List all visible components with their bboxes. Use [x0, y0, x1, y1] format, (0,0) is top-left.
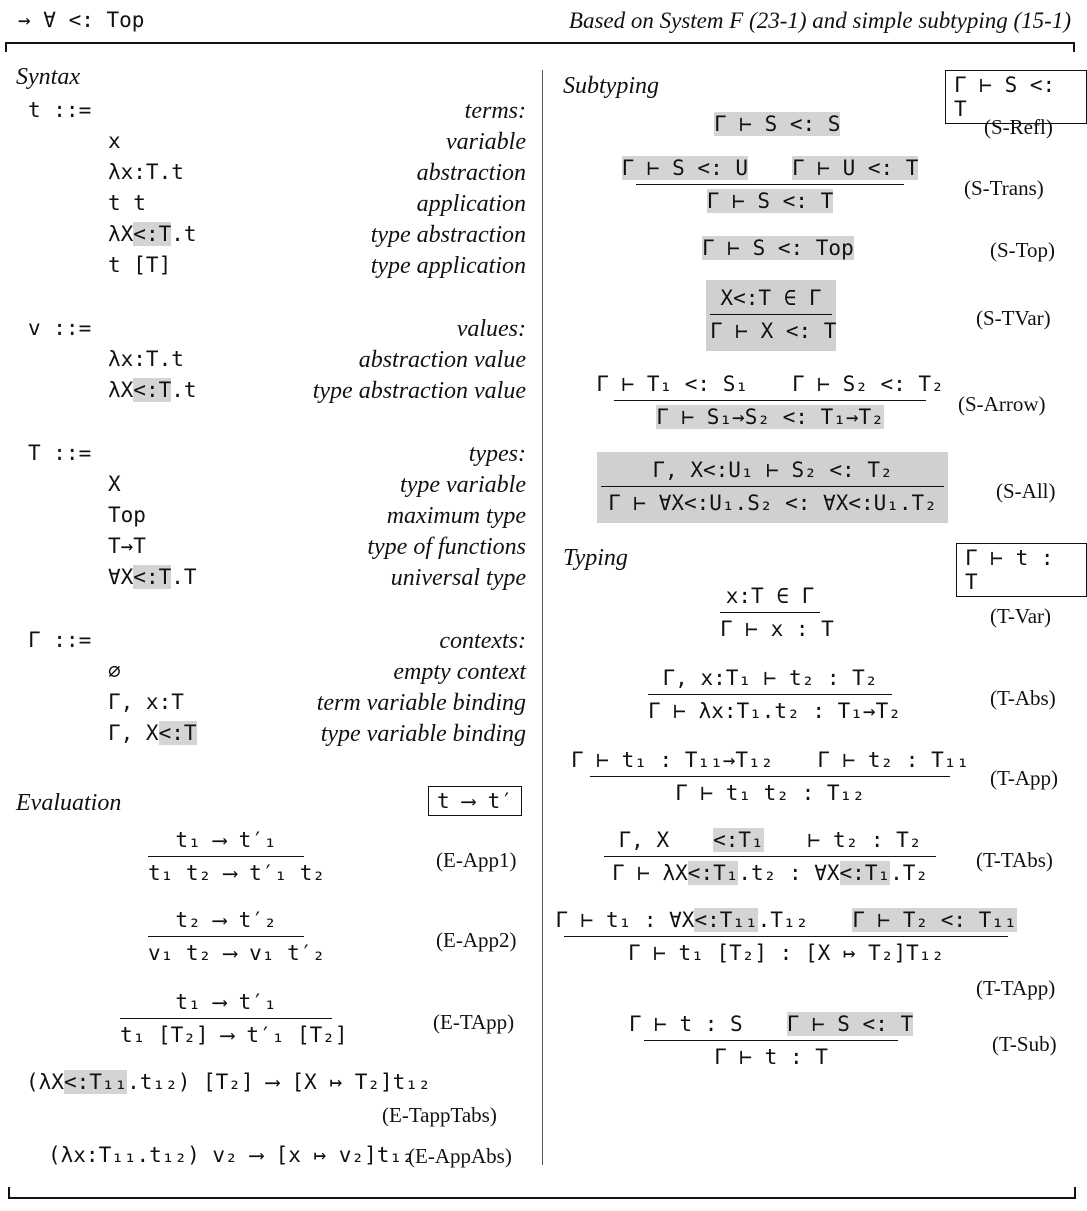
term-pre: ∀X — [108, 565, 134, 589]
rule-name: (S-Top) — [990, 238, 1056, 262]
inference-bar — [710, 314, 832, 315]
frame-top-right-tick — [1073, 42, 1075, 52]
column-divider — [542, 70, 543, 1165]
term-desc: type variable — [400, 472, 526, 498]
term: t t — [108, 191, 146, 215]
rule-name: (T-Abs) — [990, 686, 1056, 710]
conclusion: t₁ [T₂] ⟶ t′₁ [T₂] — [120, 1023, 348, 1047]
syntax-row — [18, 565, 526, 595]
frame-bottom-right-tick — [1074, 1187, 1076, 1197]
frame-top-left-tick — [5, 42, 7, 52]
syntax-terms-header — [18, 98, 526, 128]
rule-s-tvar — [706, 280, 836, 351]
term-desc: maximum type — [386, 503, 526, 529]
rule-name: (E-TApp) — [433, 1010, 515, 1034]
term-post: .t — [171, 378, 197, 402]
syntax-row — [18, 472, 526, 502]
frame-top-rule — [5, 42, 1075, 44]
syntax-values-header — [18, 316, 526, 346]
premise: t₂ ⟶ t′₂ — [175, 908, 277, 932]
rule-e-appabs: (λx:T₁₁.t₁₂) v₂ ⟶ [x ↦ v₂]t₁₂ — [48, 1143, 415, 1167]
term-pre: λX — [108, 222, 134, 246]
rule-t-tabs — [604, 828, 936, 885]
term-desc: term variable binding — [316, 690, 526, 716]
rule-name: (T-Sub) — [992, 1032, 1057, 1056]
term-highlight: <:T — [158, 721, 197, 745]
inference-bar — [148, 936, 304, 937]
term — [108, 222, 197, 246]
premise: t₁ ⟶ t′₁ — [175, 828, 277, 852]
syntax-row — [18, 534, 526, 564]
rule-name: (T-App) — [990, 766, 1059, 790]
rule-t-sub — [628, 1012, 914, 1069]
conclusion: Γ ⊢ ∀X<:U₁.S₂ <: ∀X<:U₁.T₂ — [608, 491, 937, 515]
rule-t-app — [571, 748, 970, 805]
values-symbol: v ::= — [28, 316, 92, 340]
term: x — [108, 129, 121, 153]
contexts-symbol: Γ ::= — [28, 628, 92, 652]
premise: Γ ⊢ S <: T — [786, 1012, 914, 1036]
rule-name: (T-Var) — [990, 604, 1052, 628]
conclusion: t₁ t₂ ⟶ t′₁ t₂ — [148, 861, 326, 885]
rule-name: (T-TAbs) — [976, 848, 1053, 872]
term — [108, 721, 197, 745]
term-desc: abstraction value — [358, 347, 526, 373]
premise: Γ ⊢ T₂ <: T₁₁ — [852, 908, 1017, 932]
premise: Γ ⊢ t₁ : T₁₁→T₁₂ — [571, 748, 774, 772]
syntax-row — [18, 253, 526, 283]
rule-name: (S-Arrow) — [958, 392, 1046, 416]
inference-bar — [648, 694, 892, 695]
premise-pre: Γ, X — [618, 828, 670, 852]
inference-bar — [636, 184, 904, 185]
figure-header-left: → ∀ <: Top — [18, 8, 145, 32]
syntax-row — [18, 191, 526, 221]
rule-s-trans — [621, 156, 919, 213]
syntax-row — [18, 503, 526, 533]
term-post: .T — [171, 565, 197, 589]
term-desc: type application — [370, 253, 526, 279]
axiom-pre: (λX — [26, 1070, 64, 1094]
rule-name: (S-Trans) — [964, 176, 1044, 200]
premises — [571, 748, 970, 772]
rule-s-top — [702, 236, 854, 260]
term-highlight: <:T — [133, 378, 172, 402]
premise: Γ ⊢ S <: U — [621, 156, 748, 180]
premise: Γ ⊢ U <: T — [792, 156, 919, 180]
rule-e-tapp — [120, 990, 348, 1047]
rule-e-tapptabs — [26, 1070, 431, 1094]
conclusion-highlight: <:T₁ — [839, 861, 891, 885]
axiom-highlight: Γ ⊢ S <: Top — [702, 236, 854, 260]
term — [108, 565, 197, 589]
conclusion-wrap — [636, 189, 904, 213]
term-pre: Γ, X — [108, 721, 159, 745]
conclusion-highlight: <:T₁ — [687, 861, 739, 885]
syntax-row — [18, 690, 526, 720]
conclusion-wrap — [614, 405, 926, 429]
premise: Γ, X<:U₁ ⊢ S₂ <: T₂ — [652, 458, 893, 482]
premise: Γ, x:T₁ ⊢ t₂ : T₂ — [662, 666, 878, 690]
conclusion: Γ ⊢ S <: T — [706, 189, 834, 213]
rule-s-all — [597, 452, 948, 523]
typing-judgment-box: Γ ⊢ t : T — [956, 543, 1087, 597]
subtyping-title: Subtyping — [563, 73, 659, 99]
inference-bar — [604, 856, 936, 857]
premise: Γ ⊢ t₂ : T₁₁ — [817, 748, 970, 772]
axiom-post: .t₁₂) [T₂] ⟶ [X ↦ T₂]t₁₂ — [127, 1070, 431, 1094]
term — [108, 378, 197, 402]
term: T→T — [108, 534, 146, 558]
syntax-row — [18, 347, 526, 377]
term-desc: type abstraction value — [312, 378, 526, 404]
term-desc: universal type — [390, 565, 526, 591]
rule-name: (E-App1) — [436, 848, 517, 872]
term-desc: abstraction — [416, 160, 526, 186]
premise-pre: Γ ⊢ t₁ : ∀X — [555, 908, 695, 932]
inference-bar — [720, 612, 820, 613]
syntax-row — [18, 160, 526, 190]
rule-name: (S-Refl) — [984, 115, 1053, 139]
rule-name: (S-TVar) — [976, 306, 1051, 330]
premise: x:T ∈ Γ — [725, 584, 815, 608]
syntax-title: Syntax — [16, 64, 80, 90]
term: Γ, x:T — [108, 690, 184, 714]
rule-t-var — [720, 584, 834, 641]
premise: Γ ⊢ T₁ <: S₁ — [596, 372, 748, 396]
contexts-label: contexts: — [439, 628, 526, 654]
inference-bar — [601, 486, 944, 487]
term-desc: type abstraction — [370, 222, 526, 248]
premise — [604, 828, 936, 852]
rule-t-tapp — [555, 908, 1017, 965]
rule-s-refl — [714, 112, 840, 136]
premise-highlight: <:T₁₁ — [694, 908, 758, 932]
conclusion: Γ ⊢ S₁→S₂ <: T₁→T₂ — [656, 405, 884, 429]
syntax-types-header — [18, 441, 526, 471]
conclusion: Γ ⊢ x : T — [720, 617, 834, 641]
term: λx:T.t — [108, 160, 184, 184]
premise-post: .T₁₂ — [757, 908, 809, 932]
conclusion-part: Γ ⊢ λX — [611, 861, 688, 885]
conclusion: Γ ⊢ t : T — [714, 1045, 828, 1069]
premise: t₁ ⟶ t′₁ — [175, 990, 277, 1014]
premise-post: ⊢ t₂ : T₂ — [807, 828, 922, 852]
syntax-contexts-header — [18, 628, 526, 658]
premises — [596, 372, 944, 396]
inference-bar — [564, 936, 1008, 937]
rule-name: (S-All) — [996, 479, 1056, 503]
evaluation-title: Evaluation — [16, 790, 122, 816]
rule-e-app2 — [148, 908, 326, 965]
term: Top — [108, 503, 146, 527]
term-desc: variable — [446, 129, 526, 155]
conclusion: Γ ⊢ t₁ [T₂] : [X ↦ T₂]T₁₂ — [627, 941, 945, 965]
term-post: .t — [171, 222, 197, 246]
term: t [T] — [108, 253, 172, 277]
conclusion: Γ ⊢ t₁ t₂ : T₁₂ — [675, 781, 865, 805]
inference-bar — [590, 776, 950, 777]
rule-s-arrow — [596, 372, 944, 429]
term: λx:T.t — [108, 347, 184, 371]
conclusion — [604, 861, 936, 885]
axiom-highlight: Γ ⊢ S <: S — [714, 112, 841, 136]
term: ∅ — [108, 659, 121, 683]
inference-bar — [120, 1018, 332, 1019]
premises — [555, 908, 1017, 932]
conclusion-part: .T₂ — [890, 861, 929, 885]
rule-name: (E-TappTabs) — [382, 1103, 497, 1127]
term-desc: type of functions — [367, 534, 526, 560]
term-desc: type variable binding — [320, 721, 526, 747]
subtyping-judgment-box: Γ ⊢ S <: T — [945, 70, 1087, 124]
rule-name: (T-TApp) — [976, 976, 1056, 1000]
inference-bar — [148, 856, 304, 857]
premises — [628, 1012, 914, 1036]
syntax-row — [18, 378, 526, 408]
evaluation-judgment-box: t ⟶ t′ — [428, 786, 522, 816]
syntax-row — [18, 721, 526, 751]
syntax-row — [18, 659, 526, 689]
term-highlight: <:T — [133, 222, 172, 246]
axiom-highlight: <:T₁₁ — [63, 1070, 128, 1094]
conclusion: v₁ t₂ ⟶ v₁ t′₂ — [148, 941, 326, 965]
rule-e-app1 — [148, 828, 326, 885]
frame-bottom-left-tick — [8, 1187, 10, 1197]
typing-title: Typing — [563, 545, 628, 571]
frame-bottom-rule — [8, 1197, 1076, 1199]
inference-bar — [644, 1040, 898, 1041]
term-desc: empty context — [393, 659, 526, 685]
term-pre: λX — [108, 378, 134, 402]
syntax-row — [18, 129, 526, 159]
rule-t-abs — [648, 666, 901, 723]
inference-bar — [614, 400, 926, 401]
values-label: values: — [456, 316, 526, 342]
conclusion-part: .t₂ : ∀X — [738, 861, 840, 885]
premise: Γ ⊢ t : S — [628, 1012, 743, 1036]
conclusion: Γ ⊢ X <: T — [710, 319, 837, 343]
syntax-row — [18, 222, 526, 252]
term-highlight: <:T — [133, 565, 172, 589]
rule-name: (E-App2) — [436, 928, 517, 952]
rule-name: (E-AppAbs) — [408, 1144, 512, 1168]
terms-label: terms: — [464, 98, 526, 124]
types-label: types: — [468, 441, 526, 467]
term-desc: application — [416, 191, 526, 217]
types-symbol: T ::= — [28, 441, 92, 465]
figure-header-right: Based on System F (23-1) and simple subtyping (15-1) — [568, 8, 1071, 33]
premise: Γ ⊢ S₂ <: T₂ — [792, 372, 944, 396]
conclusion: Γ ⊢ λx:T₁.t₂ : T₁→T₂ — [648, 699, 901, 723]
terms-symbol: t ::= — [28, 98, 92, 122]
premises — [621, 156, 919, 180]
premise: X<:T ∈ Γ — [720, 286, 822, 310]
term: X — [108, 472, 121, 496]
premise-highlight: <:T₁ — [713, 828, 764, 852]
premise — [555, 908, 808, 932]
